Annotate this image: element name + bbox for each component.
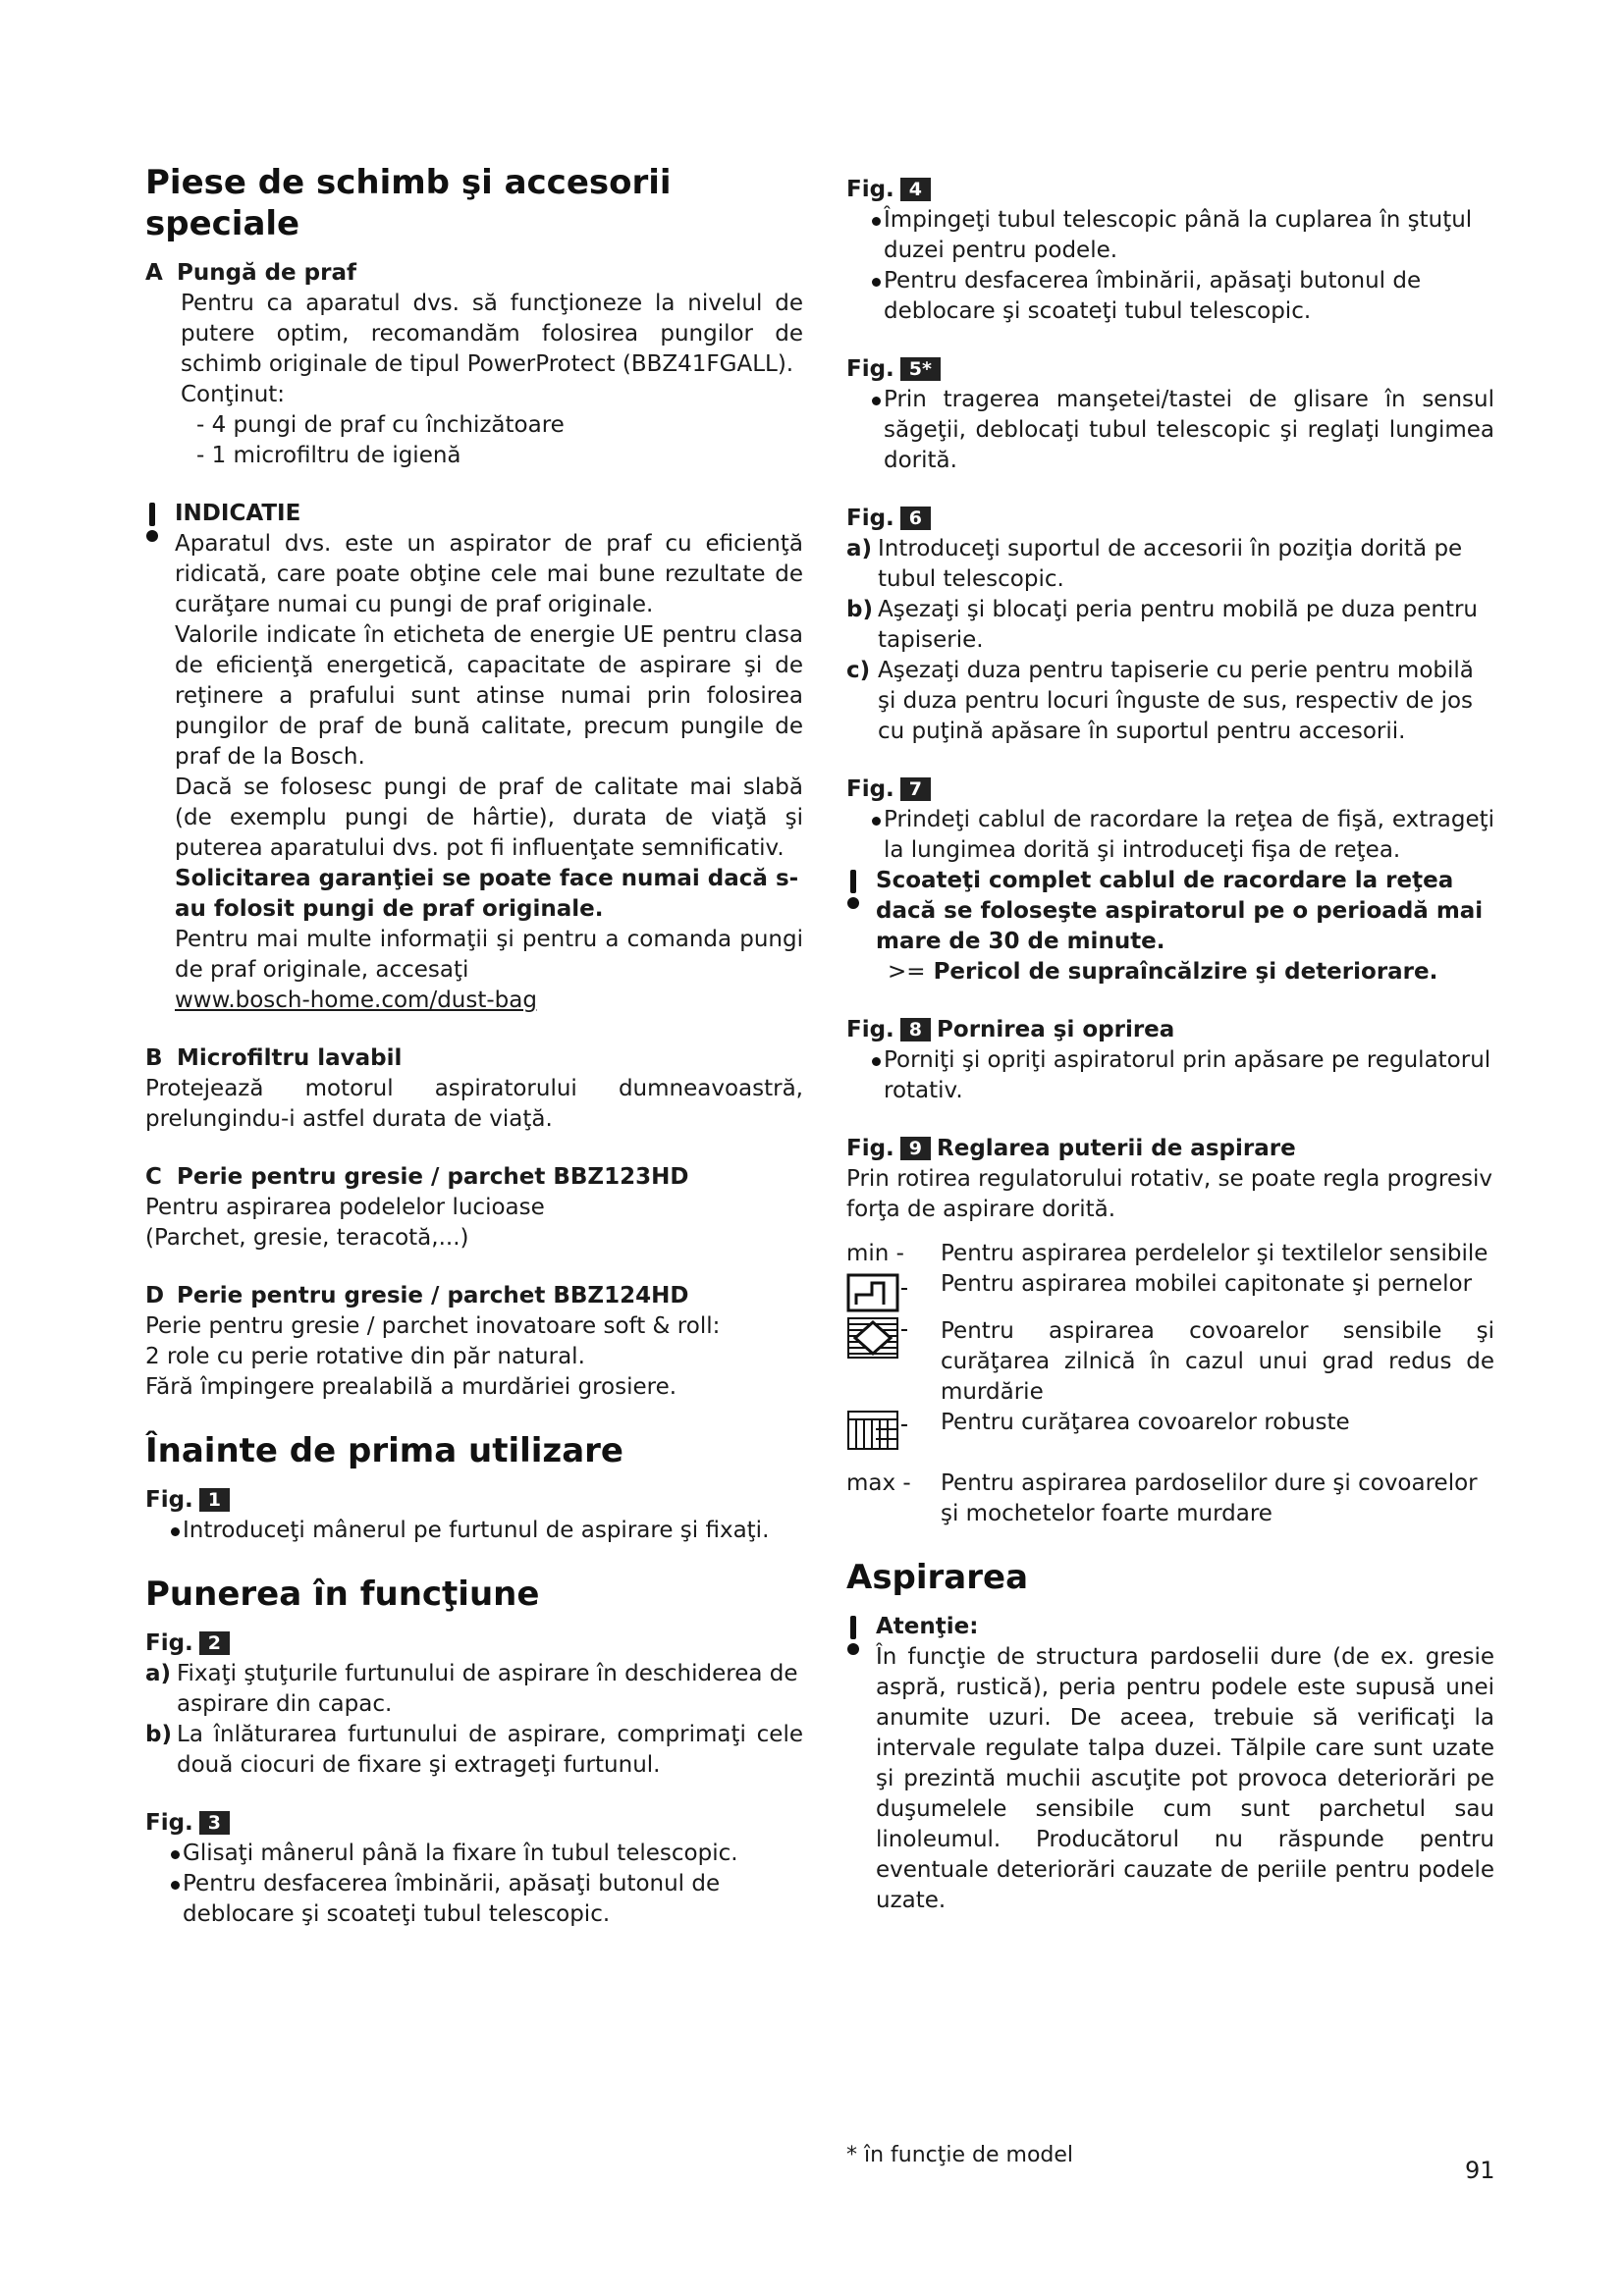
item-d-text-3: Fără împingere prealabilă a murdăriei grosiere. [145, 1374, 677, 1400]
item-a-dust-bag [145, 258, 803, 471]
dust-bag-link[interactable]: www.bosch-home.com/dust-bag [175, 988, 537, 1013]
item-d-heading: D Perie pentru gresie / parchet BBZ124HD [145, 1283, 689, 1308]
item-b-text: Protejează motorul aspiratorului dumneavoastră, prelungindu-i astfel durata de viaţă. [145, 1076, 803, 1132]
fig-3-label: Fig. 3 [145, 1808, 803, 1839]
fig-7-warning-text: Scoateţi complet cablul de racordare la reţea dacă se foloseşte aspiratorul pe o perioadă mai mare de 30 de minute. [876, 868, 1484, 954]
power-level-2-text: Pentru aspirarea mobilei capitonate şi pernelor [941, 1271, 1473, 1297]
fig-1-bullet: Introduceţi mânerul pe furtunul de aspirare şi fixaţi. [145, 1516, 803, 1546]
note-p2: Valorile indicate în eticheta de energie UE pentru clasa de eficienţă energetică, capacitate de aspirare şi de reţinere a prafului sunt atinse numai prin folosirea pungilor de praf de bună calitate, precum pungile de praf de la Bosch. [175, 622, 803, 770]
warning-icon [145, 499, 159, 542]
note-p5: Pentru mai multe informaţii şi pentru a comanda pungi de praf originale, accesaţi [175, 927, 803, 983]
sensitive-carpet-icon [846, 1316, 909, 1360]
warning-icon [846, 1612, 860, 1655]
fig-4-bullet-1: Împingeţi tubul telescopic până la cuplarea în ştuţul duzei pentru podele. [846, 205, 1494, 266]
fig-8-label: Fig. 8 Pornirea şi oprirea [846, 1017, 1175, 1042]
fig-9-label: Fig. 9 Reglarea puterii de aspirare [846, 1136, 1296, 1161]
power-level-3 [846, 1316, 1494, 1408]
attention-title: Atenţie: [876, 1614, 979, 1639]
fig-7-bullet-1: Prindeţi cablul de racordare la reţea de fişă, extrageţi la lungimea dorită şi introduceţi fişa de reţea. [846, 805, 1494, 866]
fig-4-block [846, 175, 1494, 327]
fig-5-bullet-1: Prin tragerea manşetei/tastei de glisare în sensul săgeţii, deblocaţi tubul telescopic şi reglaţi lungimea dorită. [846, 385, 1494, 476]
note-box [145, 499, 803, 1016]
fig-2-step-a: a) Fixaţi ştuţurile furtunului de aspirare în deschiderea de aspirare din capac. [145, 1661, 798, 1717]
fig-8-title: Pornirea şi oprirea [937, 1017, 1175, 1042]
power-level-3-text: Pentru aspirarea covoarelor sensibile şi curăţarea zilnică în cazul unui grad redus de murdărie [941, 1318, 1494, 1405]
fig-6-label: Fig. 6 [846, 504, 1494, 534]
warning-icon [846, 866, 860, 909]
note-p4: Solicitarea garanţiei se poate face numai dacă s-au folosit pungi de praf originale. [175, 866, 799, 922]
item-a-content-2: - 1 microfiltru de igienă [196, 443, 461, 468]
item-a-content-label: Conţinut: [181, 382, 286, 407]
fig-2-label: Fig. 2 [145, 1629, 803, 1659]
fig-4-bullet-2: Pentru desfacerea îmbinării, apăsaţi butonul de deblocare şi scoateţi tubul telescopic. [846, 266, 1494, 327]
section-title-first-use: Înainte de prima utilizare [145, 1431, 623, 1470]
item-c-heading: C Perie pentru gresie / parchet BBZ123HD [145, 1164, 689, 1190]
item-a-heading: A Pungă de praf [145, 260, 357, 286]
fig-3-bullet-1: Glisaţi mânerul până la fixare în tubul telescopic. [145, 1839, 803, 1869]
attention-box [846, 1612, 1494, 1916]
power-level-min [846, 1239, 1494, 1269]
item-d-brush [145, 1281, 803, 1403]
robust-carpet-icon [846, 1408, 909, 1451]
power-level-4-text: Pentru curăţarea covoarelor robuste [941, 1410, 1350, 1435]
footnote: * în funcţie de model [846, 2143, 1074, 2167]
fig-7-danger: >= Pericol de supraîncălzire şi deteriorare. [888, 959, 1438, 985]
upholstery-icon [846, 1269, 909, 1312]
fig-3-number: 3 [199, 1811, 230, 1835]
fig-1-block [145, 1485, 803, 1546]
fig-6-step-a: a) Introduceţi suportul de accesorii în poziţia dorită pe tubul telescopic. [846, 536, 1463, 592]
fig-7-block [846, 774, 1494, 988]
fig-6-step-c: c) Aşezaţi duza pentru tapiserie cu perie pentru mobilă şi duza pentru locuri înguste de sus, respectiv de jos cu puţină apăsare în suportul pentru accesorii. [846, 658, 1474, 744]
fig-9-text: Prin rotirea regulatorului rotativ, se poate regla progresiv forţa de aspirare dorită. [846, 1166, 1492, 1222]
attention-text: În funcţie de structura pardoselii dure (de ex. gresie aspră, rustică), peria pentru podele este supusă unei anumite uzuri. De aceea, trebuie să verificaţi la intervale regulate talpa duzei. Tălpile care sunt uzate şi prezintă muchii ascuţite pot provoca deteriorări pe duşumelele sensibile cum sunt parchetul sau linoleumul. Producătorul nu răspunde pentru eventuale deteriorări cauzate de periile pentru podele uzate. [876, 1644, 1494, 1913]
item-a-content-1: - 4 pungi de praf cu închizătoare [196, 412, 565, 438]
fig-2-number: 2 [199, 1631, 230, 1655]
fig-5-label: Fig. 5* [846, 354, 1494, 385]
section-title-spare-parts: Piese de schimb şi accesorii speciale [145, 163, 672, 243]
power-level-max [846, 1468, 1494, 1529]
fig-7-number: 7 [900, 777, 931, 801]
fig-6-number: 6 [900, 507, 931, 530]
fig-8-number: 8 [900, 1018, 931, 1041]
item-b-microfilter [145, 1043, 803, 1135]
item-a-text: Pentru ca aparatul dvs. să funcţioneze la nivelul de putere optim, recomandăm folosirea pungilor de schimb originale de tipul PowerProtect (BBZ41FGALL). [181, 291, 803, 377]
power-level-2 [846, 1269, 1494, 1316]
fig-9-title: Reglarea puterii de aspirare [937, 1136, 1296, 1161]
power-min-label: min - [846, 1241, 904, 1266]
fig-8-bullet-1: Porniţi şi opriţi aspiratorul prin apăsare pe regulatorul rotativ. [846, 1045, 1494, 1106]
fig-6-step-b: b) Aşezaţi şi blocaţi peria pentru mobilă pe duza pentru tapiserie. [846, 597, 1479, 653]
section-title-startup: Punerea în funcţiune [145, 1575, 540, 1614]
fig-2-step-b: b) La înlăturarea furtunului de aspirare, comprimaţi cele două ciocuri de fixare şi extrageţi furtunul. [145, 1722, 803, 1778]
note-title: INDICATIE [175, 501, 301, 526]
note-p1: Aparatul dvs. este un aspirator de praf cu eficienţă ridicată, care poate obţine cele mai bune rezultate de curăţare numai cu pungi de praf originale. [175, 531, 803, 617]
fig-5-number: 5* [900, 357, 941, 381]
note-p3: Dacă se folosesc pungi de praf de calitate mai slabă (de exemplu pungi de hârtie), durata de viaţă şi puterea aparatului dvs. pot fi influenţate semnificativ. [175, 774, 803, 861]
item-c-brush [145, 1162, 803, 1254]
fig-8-block [846, 1015, 1494, 1106]
fig-1-number: 1 [199, 1488, 230, 1512]
fig-3-bullet-2: Pentru desfacerea îmbinării, apăsaţi butonul de deblocare şi scoateţi tubul telescopic. [145, 1869, 803, 1930]
fig-5-block [846, 354, 1494, 476]
fig-4-label: Fig. 4 [846, 175, 1494, 205]
section-title-vacuuming: Aspirarea [846, 1558, 1029, 1597]
page-number: 91 [1465, 2157, 1495, 2184]
power-max-text: Pentru aspirarea pardoselilor dure şi covoarelor şi mochetelor foarte murdare [941, 1470, 1478, 1526]
fig-3-block [145, 1808, 803, 1930]
item-c-text-2: (Parchet, gresie, teracotă,...) [145, 1225, 469, 1251]
fig-2-block [145, 1629, 803, 1781]
fig-1-label: Fig. 1 [145, 1485, 803, 1516]
fig-4-number: 4 [900, 178, 931, 201]
left-column [145, 162, 803, 1957]
item-c-text-1: Pentru aspirarea podelelor lucioase [145, 1195, 545, 1220]
fig-7-label: Fig. 7 [846, 774, 1494, 805]
fig-9-block [846, 1134, 1494, 1529]
fig-6-block [846, 504, 1494, 747]
right-column [846, 169, 1494, 1944]
power-max-label: max - [846, 1470, 911, 1496]
fig-7-warning [846, 866, 1494, 988]
fig-9-number: 9 [900, 1137, 931, 1160]
item-d-text-2: 2 role cu perie rotative din păr natural. [145, 1344, 585, 1369]
item-b-heading: B Microfiltru lavabil [145, 1045, 403, 1071]
power-level-4 [846, 1408, 1494, 1455]
item-d-text-1: Perie pentru gresie / parchet inovatoare soft & roll: [145, 1313, 721, 1339]
power-min-text: Pentru aspirarea perdelelor şi textilelor sensibile [941, 1241, 1489, 1266]
